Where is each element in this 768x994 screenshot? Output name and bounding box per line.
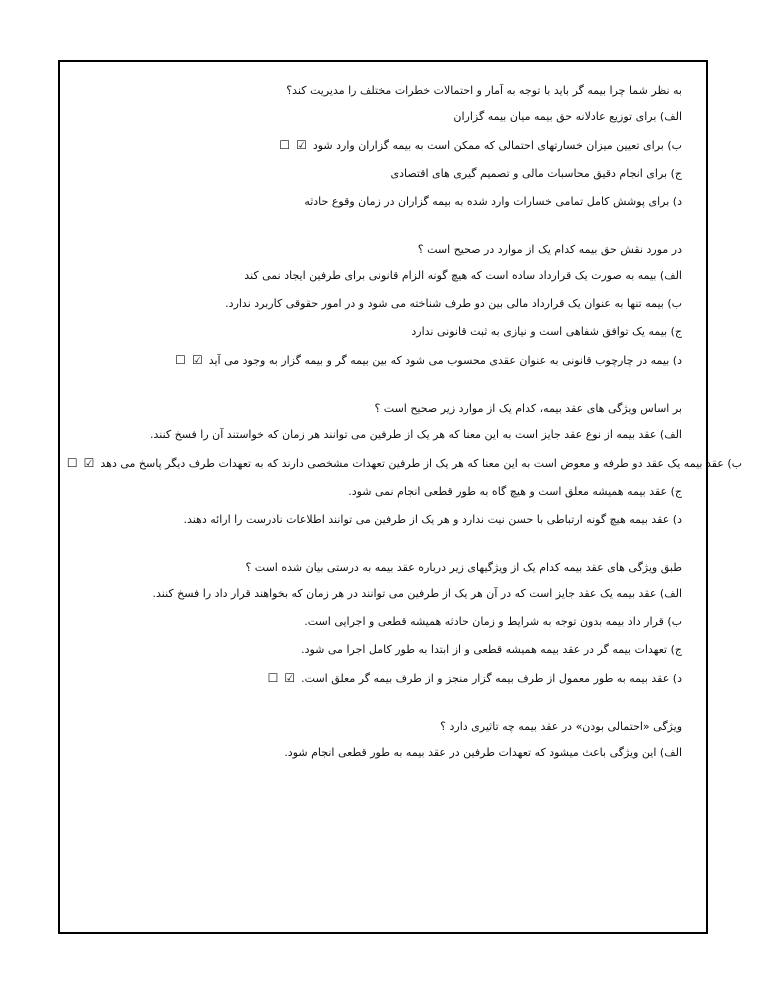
option-b: ب) قرار داد بیمه بدون توجه به شرایط و زمان حادثه همیشه قطعی و اجرایی است. — [304, 615, 682, 628]
option-c: ج) عقد بیمه همیشه معلق است و هیچ گاه به طور قطعی انجام نمی شود. — [348, 485, 682, 498]
option-d: د) عقد بیمه هیچ گونه ارتباطی با حسن نیت ندارد و هر یک از طرفین می توانند اطلاعات نادرست را ارائه دهند. — [183, 513, 682, 526]
option-c: ج) بیمه یک توافق شفاهی است و نیازی به ثبت قانونی ندارد — [411, 325, 682, 338]
option-text: د) بیمه در چارچوب قانونی به عنوان عقدی محسوب می شود که بین بیمه گر و بیمه گزار به وجود می آید — [208, 354, 682, 367]
question-4 — [68, 561, 682, 686]
empty-box-icon: ☐ — [279, 138, 291, 152]
question-title: بر اساس ویژگی های عقد بیمه، کدام یک از موارد زیر صحیح است ؟ — [374, 402, 682, 415]
checked-box-icon: ☑ — [191, 353, 203, 367]
empty-box-icon: ☐ — [267, 671, 279, 685]
option-d — [68, 671, 682, 686]
question-2 — [68, 243, 682, 368]
option-b — [68, 138, 682, 153]
checked-box-icon: ☑ — [296, 138, 307, 152]
option-d: د) برای پوشش کامل تمامی خسارات وارد شده به بیمه گزاران در زمان وقوع حادثه — [304, 195, 682, 208]
option-c: ج) برای انجام دقیق محاسبات مالی و تصمیم گیری های اقتصادی — [390, 167, 682, 180]
question-title: در مورد نقش حق بیمه کدام یک از موارد در صحیح است ؟ — [417, 243, 682, 256]
question-1 — [68, 84, 682, 209]
empty-box-icon: ☐ — [175, 353, 186, 367]
checked-box-icon: ☑ — [284, 671, 296, 685]
option-text: ب) برای تعیین میزان خسارتهای احتمالی که ممکن است به بیمه گزاران وارد شود — [312, 139, 682, 152]
option-b: ب) بیمه تنها به عنوان یک قرارداد مالی بین دو طرف شناخته می شود و در امور حقوقی کاربرد ندارد. — [225, 297, 682, 310]
empty-box-icon: ☐ — [66, 456, 78, 470]
option-text: د) عقد بیمه به طور معمول از طرف بیمه گزار منجز و از طرف بیمه گر معلق است. — [301, 672, 682, 685]
question-title: ویژگی «احتمالی بودن» در عقد بیمه چه تاثیری دارد ؟ — [440, 720, 682, 733]
option-c: ج) تعهدات بیمه گر در عقد بیمه همیشه قطعی و از ابتدا به طور کامل اجرا می شود. — [301, 643, 682, 656]
checked-box-icon: ☑ — [83, 456, 95, 470]
option-a: الف) عقد بیمه از نوع عقد جایز است به این معنا که هر یک از طرفین می توانند هر زمان که خواستند آن را فسخ کنند. — [150, 428, 682, 441]
answer-checkbox[interactable] — [175, 353, 203, 367]
question-title: طبق ویژگی های عقد بیمه کدام یک از ویژگیهای زیر درباره عقد بیمه به درستی بیان شده است ؟ — [245, 561, 682, 574]
option-a: الف) این ویژگی باعث میشود که تعهدات طرفین در عقد بیمه به طور قطعی انجام شود. — [284, 746, 682, 759]
option-b — [62, 456, 742, 471]
answer-checkbox[interactable] — [67, 456, 95, 470]
answer-checkbox[interactable] — [279, 138, 307, 152]
option-a: الف) برای توزیع عادلانه حق بیمه میان بیمه گزاران — [453, 110, 682, 123]
option-a: الف) بیمه به صورت یک قرارداد ساده است که هیچ گونه الزام قانونی برای طرفین ایجاد نمی کند — [244, 269, 682, 282]
option-a: الف) عقد بیمه یک عقد جایز است که در آن هر یک از طرفین می توانند در هر زمان که بخواهند قرار داد را فسخ کنند. — [152, 587, 682, 600]
question-3 — [66, 402, 742, 527]
option-text: ب) عقد بیمه یک عقد دو طرفه و معوض است به این معنا که هر یک از طرفین تعهدات مشخصی دارند که به تعهدات طرف دیگر پاسخ می دهد — [100, 457, 742, 470]
answer-checkbox[interactable] — [268, 671, 296, 685]
option-d — [68, 353, 682, 368]
quiz-content — [66, 84, 742, 794]
question-title: به نظر شما چرا بیمه گر باید با توجه به آمار و احتمالات خطرات مختلف را مدیریت کند؟ — [286, 84, 682, 97]
question-5 — [68, 720, 682, 760]
